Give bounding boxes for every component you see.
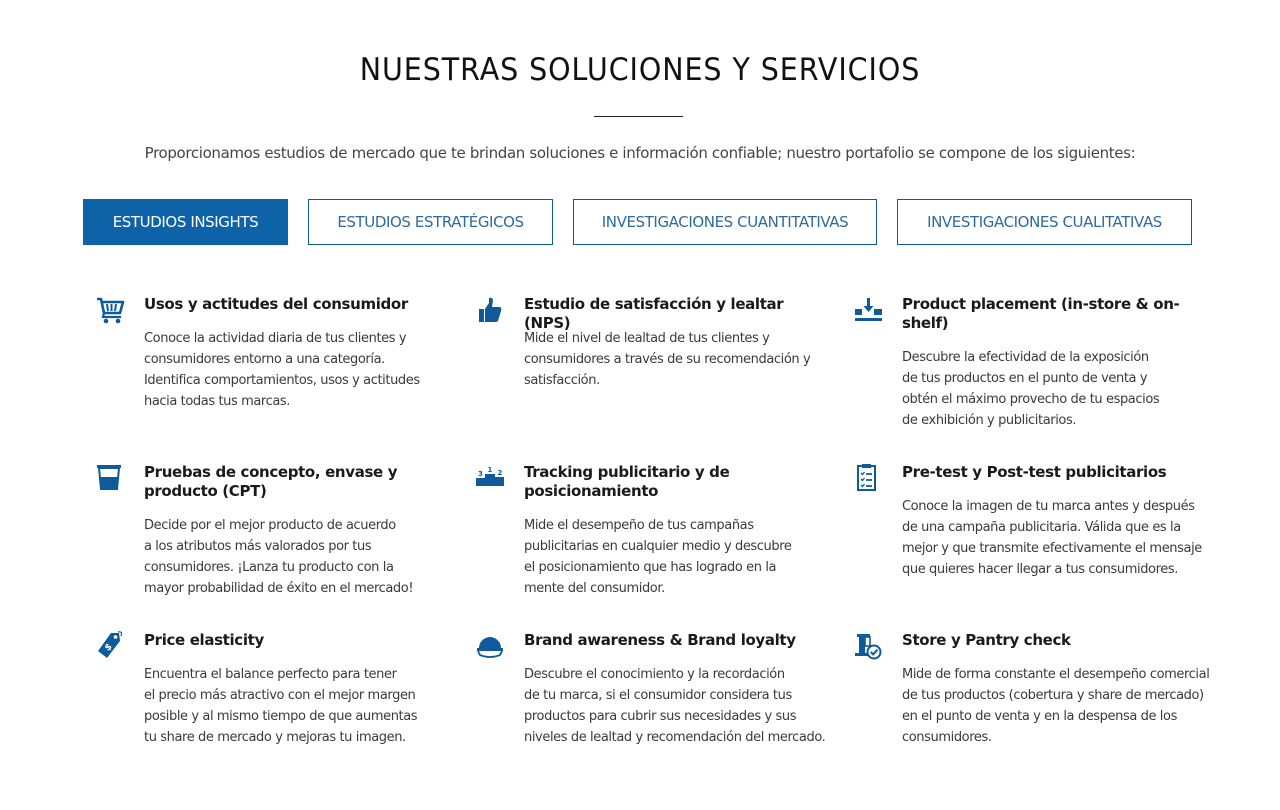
service-description: Descubre el conocimiento y la recordación de tu marca, si el consumidor considera tus productos para cubrir sus necesidades y sus niveles de lealtad y recomendación del mercado.	[524, 667, 826, 745]
tab-estudios-insights[interactable]: ESTUDIOS INSIGHTS	[83, 199, 288, 245]
brand-badge-icon	[476, 631, 506, 661]
svg-text:$: $	[103, 641, 115, 654]
thumbs-up-icon	[476, 296, 506, 326]
podium-label: 1	[487, 466, 493, 474]
service-title: Usos y actitudes del consumidor	[144, 295, 408, 313]
tab-estudios-estrategicos[interactable]: ESTUDIOS ESTRATÉGICOS	[308, 199, 553, 245]
shopping-cart-icon	[96, 296, 126, 326]
service-description: Mide el desempeño de tus campañas publicitarias en cualquier medio y descubre el posicionamiento que has logrado en la mente del consumidor.	[524, 518, 792, 596]
shelf-placement-icon	[854, 296, 884, 326]
service-title: Product placement (in-store & on-shelf)	[902, 295, 1180, 332]
service-description: Encuentra el balance perfecto para tener el precio más atractivo con el mejor margen posible y al mismo tiempo de que aumentas tu share de mercado y mejoras tu imagen.	[144, 667, 418, 745]
clipboard-checklist-icon	[854, 463, 884, 493]
store-check-icon	[854, 631, 884, 661]
podium-label: 2	[497, 469, 503, 477]
cup-icon	[96, 462, 126, 492]
page-title: NUESTRAS SOLUCIONES Y SERVICIOS	[359, 52, 921, 88]
service-title: Pruebas de concepto, envase y producto (CPT)	[144, 463, 398, 500]
service-title: Pre-test y Post-test publicitarios	[902, 463, 1167, 481]
intro-text: Proporcionamos estudios de mercado que te brindan soluciones e información confiable; nuestro portafolio se compone de los siguientes:	[144, 144, 1136, 162]
service-description: Descubre la efectividad de la exposición de tus productos en el punto de venta y obtén el máximo provecho de tu espacios de exhibición y publicitarios.	[902, 350, 1160, 428]
service-title: Store y Pantry check	[902, 631, 1071, 649]
service-description: Conoce la actividad diaria de tus clientes y consumidores entorno a una categoría. Identifica comportamientos, usos y actitudes hacia todas tus marcas.	[144, 331, 420, 409]
service-title: Brand awareness & Brand loyalty	[524, 631, 796, 649]
service-title: Estudio de satisfacción y lealtar (NPS)	[524, 295, 784, 332]
service-description: Mide el nivel de lealtad de tus clientes y consumidores a través de su recomendación y satisfacción.	[524, 331, 811, 388]
price-tag-icon	[96, 631, 126, 661]
tab-investigaciones-cualitativas[interactable]: INVESTIGACIONES CUALITATIVAS	[897, 199, 1192, 245]
tab-investigaciones-cuantitativas[interactable]: INVESTIGACIONES CUANTITATIVAS	[573, 199, 877, 245]
service-description: Conoce la imagen de tu marca antes y después de una campaña publicitaria. Válida que es la mejor y que transmite efectivamente el mensaje que quieres hacer llegar a tus consumidores.	[902, 499, 1202, 577]
podium-label: 3	[478, 470, 483, 478]
podium-icon	[476, 464, 506, 494]
service-title: Tracking publicitario y de posicionamiento	[524, 463, 730, 500]
service-description: Decide por el mejor producto de acuerdo a los atributos más valorados por tus consumidores. ¡Lanza tu producto con la mayor probabilidad de éxito en el mercado!	[144, 518, 414, 596]
title-divider	[594, 116, 683, 117]
service-title: Price elasticity	[144, 631, 264, 649]
service-description: Mide de forma constante el desempeño comercial de tus productos (cobertura y share de mercado) en el punto de venta y en la despensa de los consumidores.	[902, 667, 1210, 745]
